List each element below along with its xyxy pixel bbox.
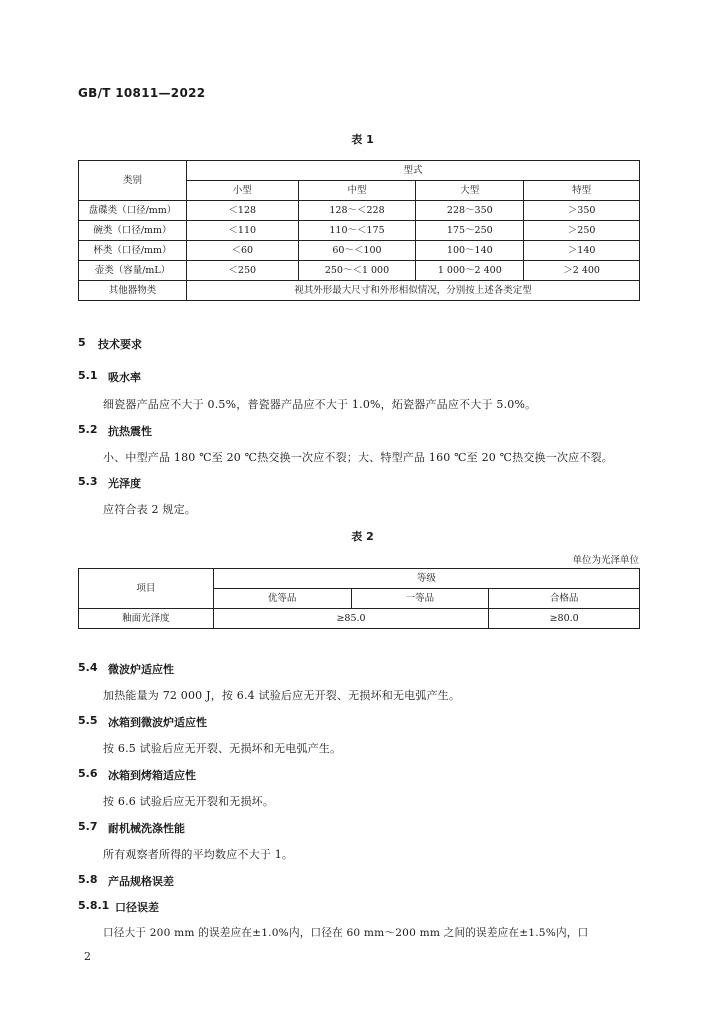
table-cell: ＞350: [524, 201, 640, 221]
table-cell: 60～＜100: [298, 241, 416, 261]
table-row: [79, 241, 640, 261]
row-label: 壶类（容量/mL）: [79, 261, 187, 281]
col-header: 一等品: [351, 589, 489, 609]
heading-text: 光泽度: [108, 477, 141, 490]
table-row: [79, 281, 640, 301]
paragraph-5-6: 按 6.6 试验后应无开裂和无损坏。: [103, 795, 275, 808]
table-cell: 1 000～2 400: [416, 261, 524, 281]
heading-number: 5.4: [78, 661, 98, 674]
heading-text: 抗热震性: [108, 425, 152, 438]
heading-number: 5.2: [78, 423, 98, 436]
row-label: 釉面光泽度: [79, 609, 214, 629]
table-cell: 视其外形最大尺寸和外形相似情况，分别按上述各类定型: [186, 281, 639, 301]
table-cell: ＜110: [186, 221, 298, 241]
item-header: 项目: [79, 569, 214, 609]
page-number: 2: [84, 950, 91, 963]
table-row: [79, 609, 640, 629]
table-row: [79, 201, 640, 221]
table-cell: ＞2 400: [524, 261, 640, 281]
heading-number: 5.7: [78, 820, 98, 833]
paragraph-5-2: 小、中型产品 180 ℃至 20 ℃热交换一次应不裂；大、特型产品 160 ℃至 20 ℃热交换一次应不裂。: [103, 451, 613, 464]
row-label: 杯类（口径/mm）: [79, 241, 187, 261]
heading-text: 产品规格误差: [108, 875, 174, 888]
paragraph-5-1: 细瓷器产品应不大于 0.5%，普瓷器产品应不大于 1.0%，炻瓷器产品应不大于 5.0%。: [103, 398, 537, 411]
heading-number: 5.8: [78, 873, 98, 886]
paragraph-5-7: 所有观察者所得的平均数应不大于 1。: [103, 848, 294, 861]
heading-text: 耐机械洗涤性能: [108, 822, 185, 835]
col-header: 特型: [524, 181, 640, 201]
row-label: 其他器物类: [79, 281, 187, 301]
row-label: 盘碟类（口径/mm）: [79, 201, 187, 221]
col-header: 小型: [186, 181, 298, 201]
table-cell: ＞250: [524, 221, 640, 241]
table-cell: 175～250: [416, 221, 524, 241]
paragraph-5-4: 加热能量为 72 000 J，按 6.4 试验后应无开裂、无损坏和无电弧产生。: [103, 689, 461, 702]
heading-text: 冰箱到微波炉适应性: [108, 716, 207, 729]
col-header: 中型: [298, 181, 416, 201]
table-cell: ＞140: [524, 241, 640, 261]
table-cell: ＜60: [186, 241, 298, 261]
paragraph-5-3: 应符合表 2 规定。: [103, 503, 196, 516]
type-header: 型式: [186, 161, 639, 181]
col-header: 优等品: [213, 589, 351, 609]
grade-header: 等级: [213, 569, 639, 589]
table1: [78, 160, 640, 301]
table2-title: 表 2: [351, 530, 374, 543]
heading-text: 冰箱到烤箱适应性: [108, 769, 196, 782]
unit-note: 单位为光泽单位: [572, 555, 639, 566]
table-cell: 128～＜228: [298, 201, 416, 221]
heading-text: 吸水率: [108, 371, 141, 384]
table-cell: ＜250: [186, 261, 298, 281]
paragraph-5-8-1: 口径大于 200 mm 的误差应在±1.0%内，口径在 60 mm～200 mm 之间的误差应在±1.5%内，口: [103, 927, 589, 939]
heading-text: 口径误差: [115, 901, 159, 914]
table-cell: ≥80.0: [489, 609, 640, 629]
heading-number: 5.6: [78, 767, 98, 780]
table2: [78, 568, 640, 629]
heading-text: 微波炉适应性: [108, 663, 174, 676]
table-row: [79, 261, 640, 281]
table-cell: ＜128: [186, 201, 298, 221]
heading-number: 5.3: [78, 475, 98, 488]
category-header: 类别: [79, 161, 187, 201]
heading-number: 5: [78, 336, 86, 349]
paragraph-5-5: 按 6.5 试验后应无开裂、无损坏和无电弧产生。: [103, 742, 342, 755]
col-header: 合格品: [489, 589, 640, 609]
heading-number: 5.8.1: [78, 899, 110, 912]
table-cell: 100～140: [416, 241, 524, 261]
heading-number: 5.1: [78, 369, 98, 382]
row-label: 碗类（口径/mm）: [79, 221, 187, 241]
table-row: [79, 221, 640, 241]
standard-code: GB/T 10811—2022: [78, 86, 206, 100]
heading-text: 技术要求: [98, 338, 142, 351]
heading-number: 5.5: [78, 714, 98, 727]
col-header: 大型: [416, 181, 524, 201]
table-cell: 110～＜175: [298, 221, 416, 241]
table1-title: 表 1: [351, 133, 374, 146]
table-cell: ≥85.0: [213, 609, 488, 629]
table-cell: 250～＜1 000: [298, 261, 416, 281]
table-cell: 228～350: [416, 201, 524, 221]
